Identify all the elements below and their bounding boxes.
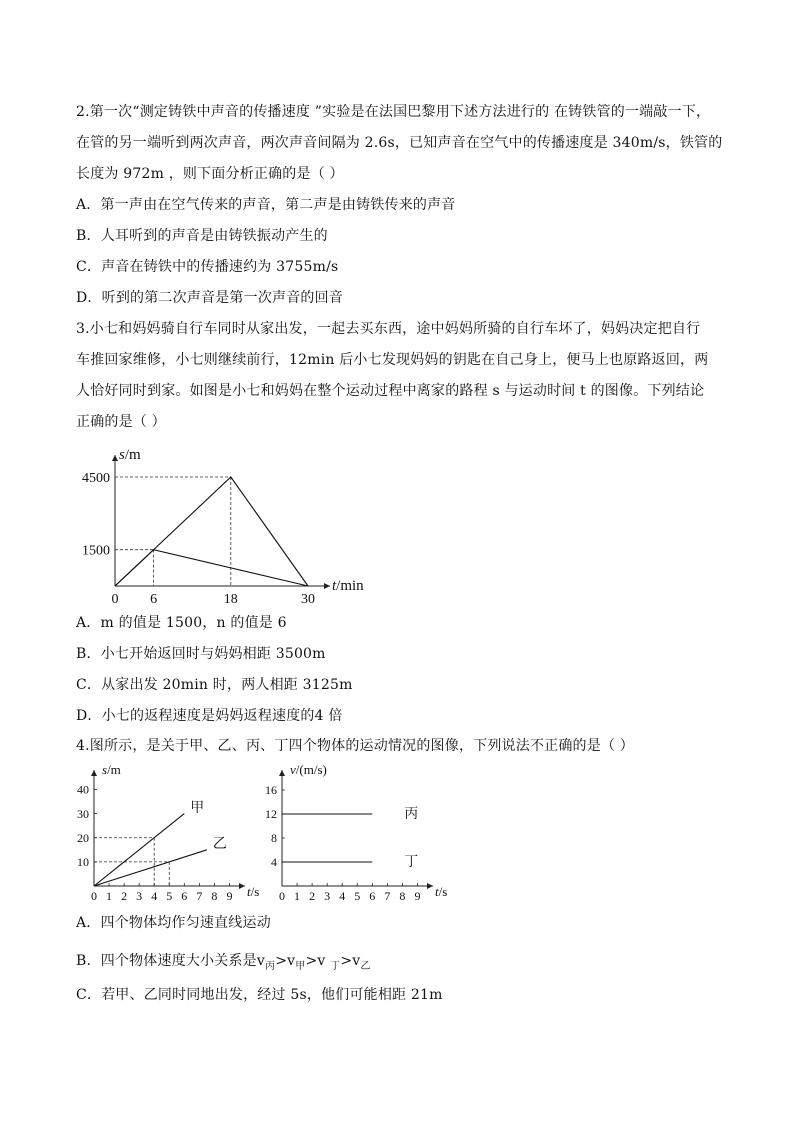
q4-vt-chart-x-tick-label: 4 <box>339 889 346 903</box>
q4-vt-chart-x-tick-label: 1 <box>294 889 301 903</box>
q4-st-chart-series-line <box>94 850 207 886</box>
q2-stem-line-1: 2.第一次“测定铸铁中声音的传播速度 ”实验是在法国巴黎用下述方法进行的 在铸铁管的一端敲一下， <box>76 104 711 120</box>
q2-stem-line-3: 长度为 972m ，则下面分析正确的是（ ） <box>76 166 344 182</box>
q4-option-b-sub-3: 丁 <box>330 961 341 972</box>
q4-st-chart-y-axis-label: s/m <box>102 762 121 777</box>
q4-st-chart-series-name: 乙 <box>212 837 227 853</box>
q2-stem-line-2: 在管的另一端听到两次声音，两次声音间隔为 2.6s，已知声音在空气中的传播速度是 340m/s，铁管的 <box>76 135 723 151</box>
q4-vt-chart-x-axis-label: t/s <box>435 884 448 899</box>
q3-chart-series-line <box>115 477 308 586</box>
q3-option-d: D．小七的返程速度是妈妈返程速度的4 倍 <box>76 708 343 724</box>
q3-option-a: A．m 的值是 1500，n 的值是 6 <box>76 615 287 631</box>
q4-st-chart-x-tick-label: 9 <box>226 889 233 903</box>
q4-st-chart-series-name: 甲 <box>190 800 205 816</box>
q2-option-b: B．人耳听到的声音是由铸铁振动产生的 <box>76 228 328 244</box>
q3-chart-x-tick-label: 6 <box>150 592 158 607</box>
q4-vt-chart-y-tick-label: 16 <box>265 783 277 798</box>
q4-vt-chart-x-tick-label: 5 <box>354 889 361 903</box>
q4-chart-st <box>72 758 262 914</box>
q3-chart-y-tick-label: 1500 <box>82 543 110 559</box>
q3-chart-x-tick-label: 30 <box>301 592 315 607</box>
q4-option-b-sub-1: 丙 <box>265 961 276 972</box>
q4-vt-chart-y-tick-label: 12 <box>265 807 277 822</box>
q4-chart-vt-svg <box>252 758 452 910</box>
q4-vt-chart-y-tick-label: 4 <box>271 855 277 870</box>
q4-st-chart-x-axis-arrow <box>239 883 245 889</box>
q4-st-chart-x-tick-label: 1 <box>106 889 113 903</box>
q4-vt-chart-x-tick-label: 7 <box>384 889 391 903</box>
q4-option-b-mid-1: >v <box>275 953 296 969</box>
q3-chart-series-line <box>115 550 308 586</box>
q3-chart-y-axis-label: s/m <box>119 447 141 463</box>
q3-chart-svg <box>70 438 380 608</box>
q4-vt-chart-x-axis-arrow <box>427 883 433 889</box>
q4-st-chart-x-tick-label: 3 <box>136 889 143 903</box>
q4-st-chart-x-tick-label: 7 <box>196 889 203 903</box>
q2-option-d: D．听到的第二次声音是第一次声音的回音 <box>76 290 344 306</box>
q4-option-b-sub-2: 甲 <box>295 961 306 972</box>
q4-vt-chart-x-tick-label: 9 <box>414 889 421 903</box>
q4-st-chart-x-tick-label: 4 <box>151 889 158 903</box>
q4-st-chart-y-tick-label: 20 <box>77 830 89 845</box>
q4-option-a: A．四个物体均作匀速直线运动 <box>76 915 271 931</box>
q4-st-chart-x-tick-label: 0 <box>91 889 97 903</box>
q3-option-b: B．小七开始返回时与妈妈相距 3500m <box>76 646 326 662</box>
q4-chart-vt <box>252 758 452 914</box>
q4-vt-chart-x-tick-label: 0 <box>279 889 285 903</box>
q3-stem-line-3: 人恰好同时到家。如图是小七和妈妈在整个运动过程中离家的路程 s 与运动时间 t 的图像。下列结论 <box>76 383 705 399</box>
q4-stem: 4.图所示，是关于甲、乙、丙、丁四个物体的运动情况的图像，下列说法不正确的是（ ） <box>76 738 635 754</box>
q3-chart-x-axis-label: t/min <box>332 578 364 594</box>
q4-option-b-mid-3: >v <box>340 953 361 969</box>
q4-st-chart-y-tick-label: 30 <box>77 806 89 821</box>
q4-option-b <box>76 951 371 977</box>
q3-stem-line-4: 正确的是（ ） <box>76 414 166 430</box>
q4-option-c: C．若甲、乙同时同地出发，经过 5s，他们可能相距 21m <box>76 987 443 1003</box>
q2-option-a: A．第一声由在空气传来的声音，第二声是由铸铁传来的声音 <box>76 197 456 213</box>
q4-vt-chart-x-tick-label: 6 <box>369 889 376 903</box>
q4-option-b-mid-2: >v <box>305 953 331 969</box>
q4-vt-chart-y-axis-label: v/(m/s) <box>290 762 327 777</box>
q4-st-chart-y-axis-arrow <box>91 770 97 776</box>
q4-st-chart-y-tick-label: 10 <box>77 855 89 870</box>
q4-vt-chart-x-tick-label: 2 <box>309 889 316 903</box>
q3-option-c: C．从家出发 20min 时，两人相距 3125m <box>76 677 353 693</box>
q4-vt-chart-y-tick-label: 8 <box>271 831 277 846</box>
q4-vt-chart-y-axis-arrow <box>279 770 285 776</box>
q3-chart-y-tick-label: 4500 <box>82 470 110 486</box>
q4-st-chart-series-line <box>94 814 184 886</box>
q2-option-c: C．声音在铸铁中的传播速约为 3755m/s <box>76 259 339 275</box>
q4-vt-chart-x-tick-label: 8 <box>399 889 406 903</box>
q4-st-chart-x-axis-label: t/s <box>247 884 260 899</box>
q4-st-chart-x-tick-label: 6 <box>181 889 188 903</box>
q4-st-chart-x-tick-label: 2 <box>121 889 128 903</box>
q3-chart-y-axis-arrow <box>112 455 118 461</box>
q4-vt-chart-series-name: 丙 <box>404 807 419 823</box>
q4-option-b-prefix: B．四个物体速度大小关系是v <box>76 953 265 969</box>
q4-st-chart-x-tick-label: 8 <box>211 889 218 903</box>
q4-vt-chart-series-name: 丁 <box>404 855 419 871</box>
q3-chart-x-tick-label: 0 <box>111 592 119 607</box>
q4-chart-st-svg <box>72 758 262 910</box>
q3-chart-x-tick-label: 18 <box>223 592 238 607</box>
q4-st-chart-y-tick-label: 40 <box>77 782 89 797</box>
q4-st-chart-x-tick-label: 5 <box>166 889 173 903</box>
q3-stem-line-2: 车推回家维修，小七则继续前行，12min 后小七发现妈妈的钥匙在自己身上，便马上也原路返回，两 <box>76 352 709 368</box>
q4-option-b-sub-4: 乙 <box>360 961 371 972</box>
q3-stem-line-1: 3.小七和妈妈骑自行车同时从家出发，一起去买东西，途中妈妈所骑的自行车坏了，妈妈决定把自行 <box>76 321 701 337</box>
q4-vt-chart-x-tick-label: 3 <box>324 889 331 903</box>
q3-chart-x-axis-arrow <box>324 583 330 589</box>
q3-chart <box>70 438 380 612</box>
